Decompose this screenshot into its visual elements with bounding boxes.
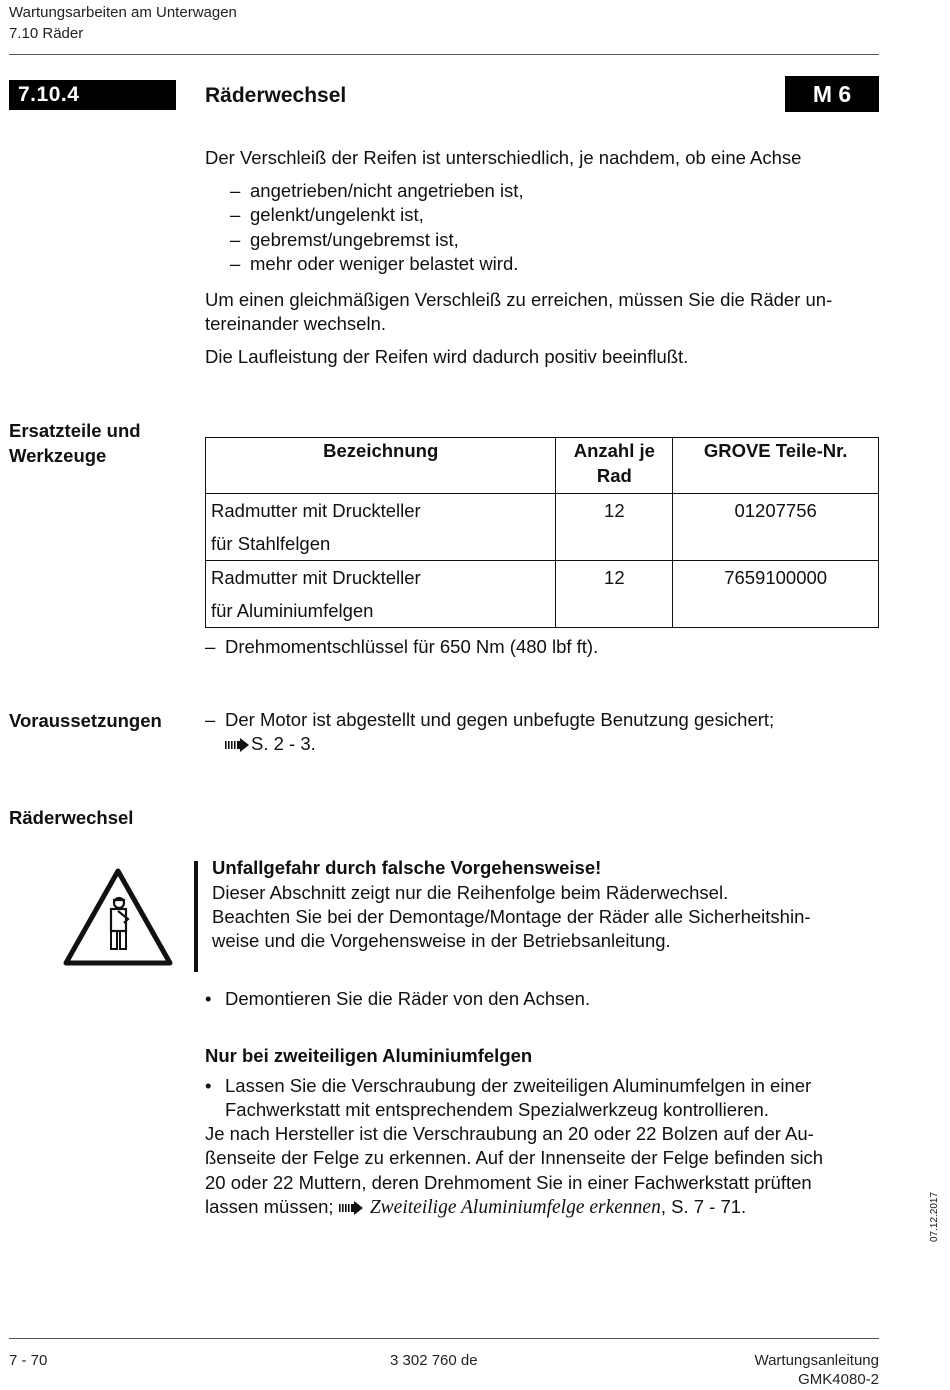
- cross-reference-page: , S. 7 - 71.: [660, 1196, 747, 1217]
- footer-page-number: 7 - 70: [9, 1352, 48, 1369]
- column-header-part-number: GROVE Teile-Nr.: [673, 438, 879, 494]
- reference-arrow-icon: [225, 738, 251, 752]
- note-line: Je nach Hersteller ist die Verschraubung an 20 oder 22 Bolzen auf der Au-: [205, 1123, 814, 1144]
- column-header-quantity-line1: Anzahl je: [573, 440, 655, 461]
- description-line1: Radmutter mit Druckteller: [211, 500, 421, 521]
- warning-title: Unfallgefahr durch falsche Vorgehensweise!: [212, 857, 602, 878]
- table-cell-quantity: 12: [556, 561, 673, 628]
- table-row: [206, 561, 879, 628]
- prerequisites-side-label: Voraussetzungen: [9, 710, 162, 731]
- prerequisite-reference[interactable]: S. 2 - 3.: [225, 732, 316, 757]
- warning-text-line: Beachten Sie bei der Demontage/Montage der Räder alle Sicherheitshin-: [212, 906, 811, 927]
- section-number: 7.10.4: [9, 80, 176, 110]
- table-cell-part-number: 7659100000: [673, 561, 879, 628]
- table-cell-description: [206, 561, 556, 628]
- subheading: Nur bei zweiteiligen Aluminiumfelgen: [205, 1045, 533, 1066]
- table-row: [206, 494, 879, 561]
- description-line1: Radmutter mit Druckteller: [211, 567, 421, 588]
- parts-side-label-line1: Ersatzteile und: [9, 420, 141, 441]
- column-header-quantity-line2: Rad: [596, 465, 632, 486]
- running-header-section: 7.10 Räder: [9, 25, 84, 42]
- parts-table: [205, 437, 879, 628]
- cross-reference-link[interactable]: Zweiteilige Aluminiumfelge erkennen: [369, 1197, 661, 1218]
- table-cell-part-number: 01207756: [673, 494, 879, 561]
- maintenance-interval-badge: M 6: [785, 76, 879, 112]
- warning-triangle-icon: [62, 867, 174, 967]
- running-header-chapter: Wartungsarbeiten am Unterwagen: [9, 4, 237, 21]
- procedure-side-label: Räderwechsel: [9, 807, 134, 828]
- footer-document-number: 3 302 760 de: [390, 1352, 478, 1369]
- section-title: Räderwechsel: [205, 84, 347, 107]
- footer-model: GMK4080-2: [798, 1371, 879, 1388]
- intro-paragraph-2: Die Laufleistung der Reifen wird dadurch positiv beeinflußt.: [205, 346, 689, 367]
- warning-text-line: weise und die Vorgehensweise in der Betriebsanleitung.: [212, 930, 671, 951]
- description-line2: für Aluminiumfelgen: [211, 600, 374, 621]
- note-line-with-reference: [205, 1195, 746, 1221]
- intro-lead: Der Verschleiß der Reifen ist unterschiedlich, je nachdem, ob eine Achse: [205, 147, 802, 168]
- footer-manual-title: Wartungsanleitung: [754, 1352, 879, 1369]
- parts-side-label-line2: Werkzeuge: [9, 445, 107, 466]
- column-header-quantity: [556, 438, 673, 494]
- warning-bar: [194, 861, 198, 972]
- intro-paragraph-line: Um einen gleichmäßigen Verschleiß zu erreichen, müssen Sie die Räder un-: [205, 289, 833, 310]
- note-line-prefix: lassen müssen;: [205, 1196, 334, 1217]
- table-cell-quantity: 12: [556, 494, 673, 561]
- footer-rule: [9, 1338, 879, 1339]
- header-rule: [9, 54, 879, 55]
- reference-arrow-icon: [339, 1201, 365, 1215]
- description-line2: für Stahlfelgen: [211, 533, 331, 554]
- revision-date: 07.12.2017: [929, 1191, 940, 1242]
- column-header-description: Bezeichnung: [206, 438, 556, 494]
- step-continuation: Fachwerkstatt mit entsprechendem Spezialwerkzeug kontrollieren.: [225, 1099, 769, 1120]
- intro-paragraph-line: tereinander wechseln.: [205, 313, 386, 334]
- warning-text-line: Dieser Abschnitt zeigt nur die Reihenfolge beim Räderwechsel.: [212, 882, 729, 903]
- note-line: ßenseite der Felge zu erkennen. Auf der Innenseite der Felge befinden sich: [205, 1147, 824, 1168]
- table-header-row: [206, 438, 879, 494]
- note-line: 20 oder 22 Muttern, deren Drehmoment Sie in einer Fachwerkstatt prüften: [205, 1172, 812, 1193]
- table-cell-description: [206, 494, 556, 561]
